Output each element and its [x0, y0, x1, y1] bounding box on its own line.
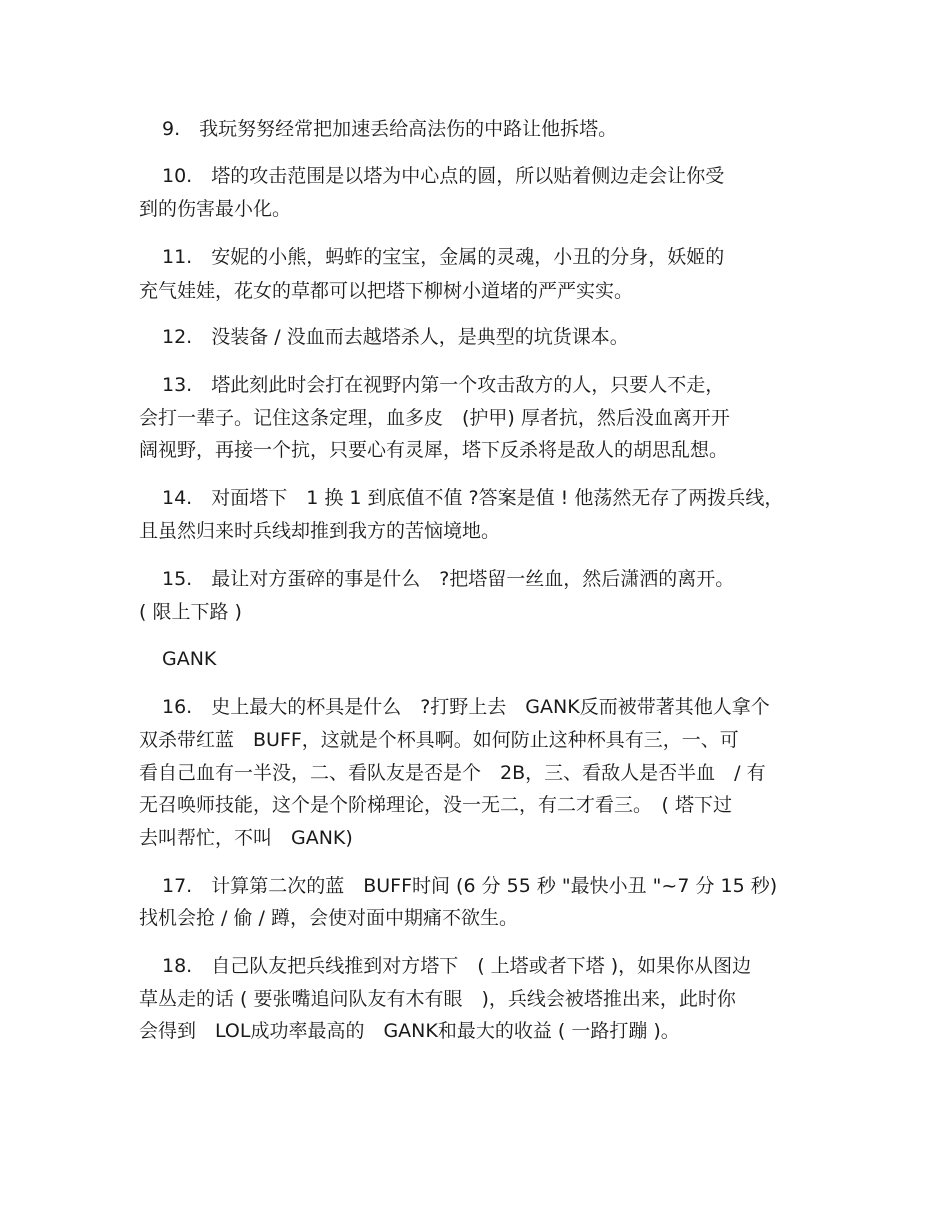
text-line: 阔视野，再接一个抗，只要心有灵犀，塔下反杀将是敌人的胡思乱想。	[139, 439, 729, 461]
text-line: 18. 自己队友把兵线推到对方塔下 ( 上塔或者下塔 )，如果你从图边	[162, 955, 752, 977]
text-line: 草丛走的话 ( 要张嘴追问队友有木有眼 )，兵线会被塔推出来，此时你	[139, 988, 736, 1010]
text-line: 会打一辈子。记住这条定理，血多皮 (护甲) 厚者抗，然后没血离开开	[139, 407, 730, 429]
text-line: 12. 没装备 / 没血而去越塔杀人，是典型的坑货课本。	[162, 326, 629, 348]
text-line: 16. 史上最大的杯具是什么 ?打野上去 GANK反而被带著其他人拿个	[162, 696, 770, 718]
text-line: 去叫帮忙，不叫 GANK)	[139, 827, 353, 849]
text-line: 会得到 LOL成功率最高的 GANK和最大的收益 ( 一路打蹦 )。	[139, 1020, 680, 1042]
text-line: 14. 对面塔下 1 换 1 到底值不值 ?答案是值 ! 他荡然无存了两拨兵线，	[162, 487, 784, 509]
text-line: 且虽然归来时兵线却推到我方的苦恼境地。	[139, 520, 501, 542]
text-line: ( 限上下路 )	[139, 601, 242, 623]
text-line: 找机会抢 / 偷 / 蹲，会使对面中期痛不欲生。	[139, 907, 518, 929]
text-line: 充气娃娃，花女的草都可以把塔下柳树小道堵的严严实实。	[139, 280, 634, 302]
text-line: 11. 安妮的小熊，蚂蚱的宝宝，金属的灵魂，小丑的分身，妖姬的	[162, 246, 725, 268]
text-line: 无召唤师技能，这个是个阶梯理论，没一无二，有二才看三。 ( 塔下过	[139, 794, 732, 816]
text-line: 9. 我玩努努经常把加速丢给高法伤的中路让他拆塔。	[162, 118, 618, 140]
section-heading: GANK	[162, 648, 217, 670]
text-line: 13. 塔此刻此时会打在视野内第一个攻击敌方的人，只要人不走，	[162, 374, 725, 396]
text-line: 15. 最让对方蛋碎的事是什么 ?把塔留一丝血，然后潇洒的离开。	[162, 568, 735, 590]
text-line: 10. 塔的攻击范围是以塔为中心点的圆，所以贴着侧边走会让你受	[162, 165, 725, 187]
text-line: 17. 计算第二次的蓝 BUFF时间 (6 分 55 秒 "最快小丑 "~7 分 15 秒)	[162, 875, 778, 897]
text-line: 看自己血有一半没，二、看队友是否是个 2B，三、看敌人是否半血 / 有	[139, 762, 766, 784]
text-line: 双杀带红蓝 BUFF，这就是个杯具啊。如何防止这种杯具有三，一、可	[139, 729, 739, 751]
text-line: 到的伤害最小化。	[139, 198, 292, 220]
